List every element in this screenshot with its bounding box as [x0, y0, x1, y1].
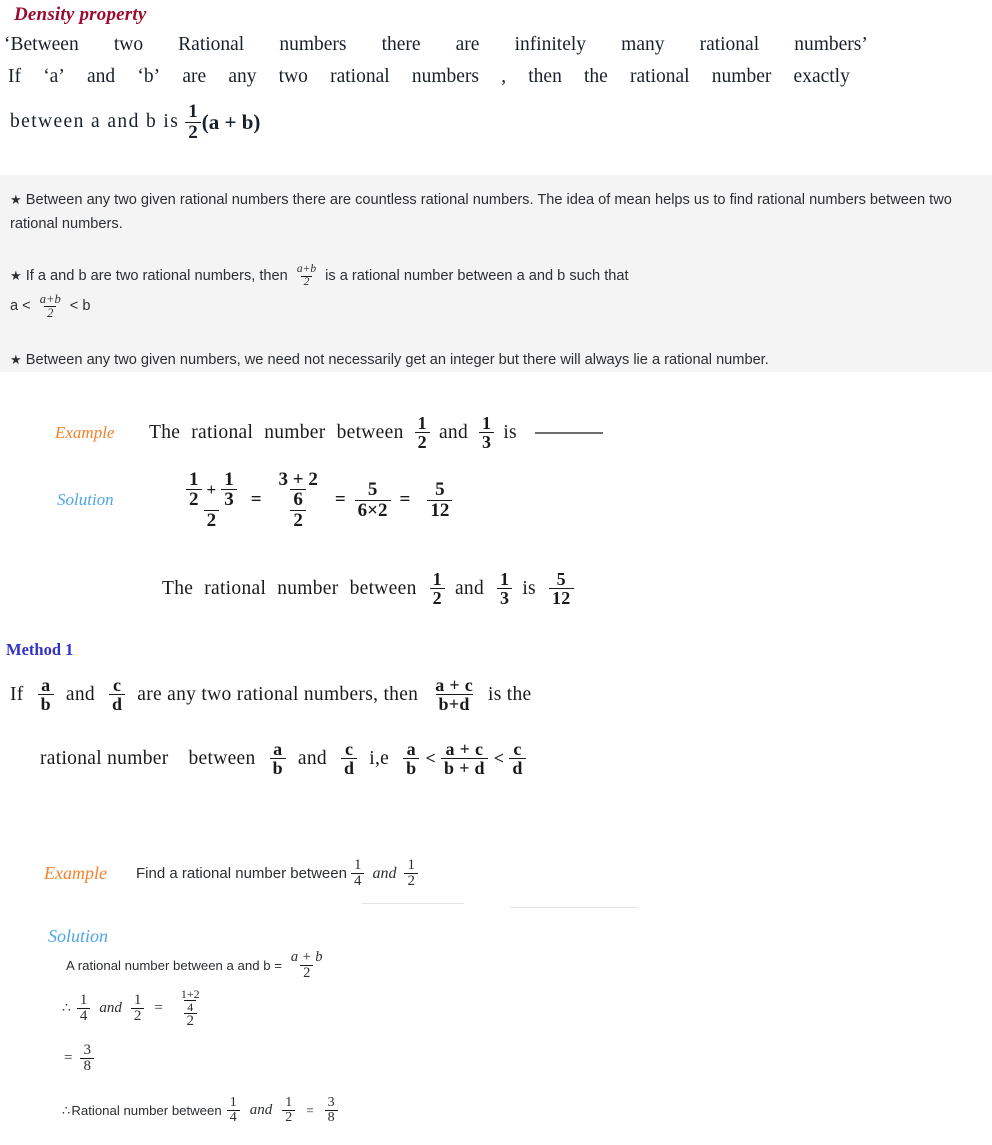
fraction-numerator: 1	[407, 857, 415, 873]
solution-2-conclusion-text: Rational number between	[71, 1103, 222, 1119]
intro-word: many	[621, 33, 665, 55]
intro-lead-text: between a and b is	[10, 111, 180, 132]
intro-line-2	[8, 59, 850, 95]
inequality-right: < b	[69, 298, 91, 315]
intro-word: rational	[330, 66, 390, 87]
fraction-numerator	[181, 470, 242, 510]
intro-word: Rational	[178, 33, 245, 55]
fraction-numerator: 1	[133, 992, 142, 1009]
fraction-numerator: a + b	[290, 949, 323, 965]
fraction-denominator: 6×2	[355, 500, 391, 520]
intro-word: there	[381, 33, 421, 55]
statement-word: The	[149, 421, 181, 443]
fraction-denominator: d	[509, 758, 525, 777]
fraction-denominator: 4	[351, 873, 365, 889]
fraction-numerator: a	[273, 739, 283, 759]
statement-word: number	[264, 421, 326, 443]
nested-mean-expression	[173, 988, 208, 1030]
intro-word: ‘a’	[43, 66, 65, 87]
fraction-numerator: c	[344, 739, 354, 759]
statement-word: is	[503, 421, 517, 443]
fraction-denominator: 2	[131, 1008, 145, 1024]
method-word-and: and	[297, 747, 327, 769]
fraction-numerator: 1	[482, 413, 492, 433]
solution-2-line-4	[62, 1096, 343, 1126]
method-word-between: between	[188, 747, 256, 769]
fraction-a-over-b	[403, 740, 419, 778]
fraction-denominator: 2	[185, 122, 201, 142]
note-bullet-2-pre: If a and b are two rational numbers, then	[25, 268, 288, 285]
fraction-denominator: 2	[415, 432, 430, 451]
method-mid-text: are any two rational numbers, then	[137, 683, 419, 705]
mean-fraction	[37, 293, 64, 320]
example-2-statement	[136, 858, 422, 890]
method-end-text: is the	[487, 683, 532, 705]
fraction-numerator: 1	[417, 413, 427, 433]
star-icon: ★	[10, 351, 22, 367]
note-inequality-line	[10, 293, 976, 320]
half-fraction	[185, 102, 201, 142]
result-statement-1	[162, 570, 584, 608]
intro-word: are	[182, 66, 207, 87]
fraction-numerator: 5	[435, 479, 445, 501]
fraction-denominator: 8	[325, 1110, 338, 1125]
fraction-denominator: 3	[479, 432, 494, 451]
mediant-fraction	[441, 740, 488, 778]
word-and: and	[249, 1102, 273, 1119]
fraction-one-third	[497, 570, 512, 608]
note-bullet-1	[10, 189, 976, 236]
star-icon: ★	[10, 192, 22, 207]
fraction-denominator: 4	[77, 1008, 91, 1024]
intro-word: ‘b’	[137, 66, 161, 87]
fraction-numerator: 1	[500, 569, 510, 589]
intro-word: rational	[699, 33, 760, 55]
result-fraction-five-twelfths	[549, 570, 574, 608]
fraction-numerator: 1	[188, 101, 198, 123]
fraction-numerator: 5	[556, 569, 566, 589]
intro-line-3	[10, 95, 988, 149]
solution-2-line-3	[64, 1043, 96, 1075]
fraction-denominator: 2	[184, 1013, 198, 1029]
fraction-numerator: 3	[83, 1042, 91, 1058]
fraction-numerator: 5	[367, 479, 378, 501]
page-title: Density property	[14, 4, 147, 25]
fraction-denominator: 4	[184, 1000, 196, 1013]
equals-sign: =	[64, 1050, 73, 1067]
result-word: number	[277, 577, 339, 599]
intro-word: and	[87, 66, 116, 87]
note-bullet-3-text: Between any two given numbers, we need not necessarily get an integer but there will always lie a rational number.	[25, 351, 769, 368]
intro-word: numbers	[411, 66, 479, 87]
intro-word: two	[278, 66, 308, 87]
inner-fraction	[276, 470, 321, 510]
fraction-denominator: b + d	[441, 758, 488, 777]
fraction-a-over-b	[270, 740, 286, 778]
example-2	[44, 858, 422, 890]
intro-word: two	[113, 33, 144, 55]
equals-sign: =	[250, 489, 262, 511]
note-bullet-2	[10, 264, 976, 319]
intro-line-1	[4, 30, 868, 59]
mean-formula-fraction	[288, 950, 326, 981]
mean-fraction	[294, 264, 319, 288]
therefore-symbol: ∴	[62, 1102, 71, 1118]
fraction-denominator: 4	[227, 1110, 240, 1125]
statement-word: between	[336, 421, 404, 443]
fraction-a-over-b	[38, 676, 54, 714]
method-word-and: and	[65, 683, 95, 705]
intro-word: exactly	[793, 66, 850, 87]
example-1-statement	[149, 414, 603, 452]
fraction-numerator: 3	[327, 1095, 335, 1110]
fraction-three-eighths	[325, 1096, 338, 1126]
fraction-one-half	[430, 570, 445, 608]
therefore-symbol: ∴	[62, 1001, 71, 1017]
fraction-numerator: 3 + 2	[278, 469, 318, 490]
fraction-numerator: a+b	[39, 292, 61, 306]
fraction-denominator: 2	[282, 1110, 295, 1125]
solution-1	[57, 470, 454, 530]
intro-word: number	[711, 66, 772, 87]
less-than-sign: <	[493, 748, 505, 769]
fraction-numerator	[271, 470, 326, 510]
mean-expression-step-2	[271, 470, 326, 530]
fraction-one-quarter	[227, 1096, 240, 1126]
fraction-denominator: 2	[404, 873, 418, 889]
solution-label: Solution	[57, 490, 114, 510]
fraction-denominator: b+d	[436, 694, 473, 713]
fraction-one-half	[404, 858, 418, 890]
answer-blank	[535, 432, 603, 434]
solution-2-line-1	[66, 950, 327, 981]
mean-expression-step-3	[355, 480, 391, 520]
fraction-numerator: a	[41, 675, 51, 695]
result-word: The	[162, 577, 194, 599]
intro-word: the	[584, 66, 608, 87]
fraction-c-over-d	[509, 740, 525, 778]
intro-word: ‘Between	[4, 33, 79, 55]
intro-word: any	[228, 66, 257, 87]
example-label: Example	[44, 863, 107, 884]
result-word: between	[349, 577, 417, 599]
method-word-if: If	[10, 683, 24, 705]
fraction-denominator: 2	[204, 510, 220, 530]
fraction-numerator: a + c	[445, 739, 484, 759]
intro-word: ,	[501, 66, 507, 87]
fraction-denominator: 2	[300, 965, 313, 981]
fraction-numerator: 1+2	[180, 987, 200, 1001]
intro-word: If	[8, 66, 21, 87]
fraction-numerator: a	[406, 739, 416, 759]
method-lead-text: rational number	[40, 747, 169, 769]
method-1-line-2	[40, 740, 529, 778]
intro-word: rational	[630, 66, 690, 87]
fraction-one-third	[221, 470, 237, 510]
fraction-denominator: 6	[290, 489, 306, 509]
fraction-denominator: 2	[290, 510, 306, 530]
example-1	[55, 414, 603, 452]
fraction-numerator: 1	[353, 857, 362, 873]
fraction-numerator: 1	[285, 1095, 293, 1110]
fraction-numerator: 1	[229, 1095, 237, 1110]
fraction-one-half	[282, 1096, 295, 1126]
intro-word: numbers	[279, 33, 347, 55]
solution-2-text: A rational number between a and b =	[66, 957, 282, 973]
note-bullet-3	[10, 352, 976, 368]
fraction-denominator: b	[403, 758, 419, 777]
fraction-denominator: 2	[301, 276, 313, 289]
fraction-numerator: c	[513, 739, 522, 759]
fraction-one-half	[415, 414, 430, 452]
fraction-numerator: 1	[432, 569, 442, 589]
method-1-line-1	[10, 676, 544, 714]
word-and: and	[99, 1000, 122, 1017]
fraction-denominator: 8	[80, 1058, 94, 1074]
solution-1-calculation	[179, 470, 454, 530]
fraction-numerator: 1	[224, 469, 234, 490]
fraction-one-quarter	[77, 993, 91, 1025]
horizontal-rule-artifact	[362, 903, 464, 904]
mediant-fraction	[432, 676, 476, 714]
fraction-numerator: 1	[189, 469, 199, 490]
intro-word: numbers’	[794, 33, 868, 55]
star-icon: ★	[10, 268, 22, 284]
fraction-one-half	[131, 993, 145, 1025]
intro-word: infinitely	[514, 33, 587, 55]
inequality-left: a <	[10, 298, 31, 315]
solution-label: Solution	[48, 926, 109, 946]
fraction-numerator: c	[112, 675, 122, 695]
fraction-denominator: 2	[44, 306, 56, 320]
plus-sign: +	[206, 480, 217, 500]
method-1-heading: Method 1	[6, 640, 74, 659]
fraction-denominator: b	[270, 758, 286, 777]
intro-formula-tail: (a + b)	[201, 109, 261, 134]
fraction-numerator: 1	[79, 992, 88, 1009]
note-bullet-2-post: is a rational number between a and b such that	[325, 268, 629, 285]
intro-word: then	[528, 66, 562, 87]
intro-word: are	[455, 33, 480, 55]
less-than-sign: <	[425, 748, 436, 769]
equals-sign: =	[399, 489, 411, 511]
mean-expression-step-1	[181, 470, 242, 530]
fraction-denominator: 2	[430, 588, 445, 607]
intro-statement	[4, 30, 988, 149]
fraction-numerator: a + c	[435, 675, 473, 695]
equals-sign: =	[306, 1102, 314, 1118]
fraction-denominator: 3	[221, 489, 237, 509]
fraction-numerator	[173, 988, 208, 1013]
note-bullet-1-text: Between any two given rational numbers there are countless rational numbers. The idea of mean helps us to find rational numbers between two rational numbers.	[10, 192, 952, 232]
solution-2-line-2	[62, 988, 210, 1030]
equals-sign: =	[334, 489, 346, 511]
result-word: rational	[204, 577, 267, 599]
fraction-c-over-d	[341, 740, 357, 778]
word-and: and	[372, 864, 397, 882]
fraction-one-third	[479, 414, 494, 452]
result-word: is	[522, 577, 536, 599]
note-box	[0, 175, 992, 372]
fraction-denominator: 12	[549, 588, 574, 607]
result-word: and	[454, 577, 485, 599]
equals-sign: =	[154, 1000, 163, 1017]
fraction-denominator: 3	[497, 588, 512, 607]
mean-expression-result	[427, 480, 452, 520]
horizontal-rule-artifact	[510, 907, 638, 908]
fraction-denominator: d	[109, 694, 125, 713]
method-word-ie: i,e	[369, 747, 390, 769]
statement-word: and	[438, 421, 469, 443]
example-2-text: Find a rational number between	[136, 865, 347, 883]
fraction-numerator: a+b	[296, 263, 317, 276]
fraction-c-over-d	[109, 676, 125, 714]
inner-fraction	[178, 988, 203, 1013]
statement-word: rational	[191, 421, 254, 443]
fraction-one-quarter	[351, 858, 365, 890]
fraction-three-eighths	[80, 1043, 94, 1075]
fraction-denominator: 12	[427, 500, 452, 520]
example-label: Example	[55, 422, 115, 442]
fraction-one-half	[186, 470, 202, 510]
fraction-denominator: b	[38, 694, 54, 713]
fraction-denominator: 2	[186, 489, 202, 509]
fraction-denominator: d	[341, 758, 357, 777]
